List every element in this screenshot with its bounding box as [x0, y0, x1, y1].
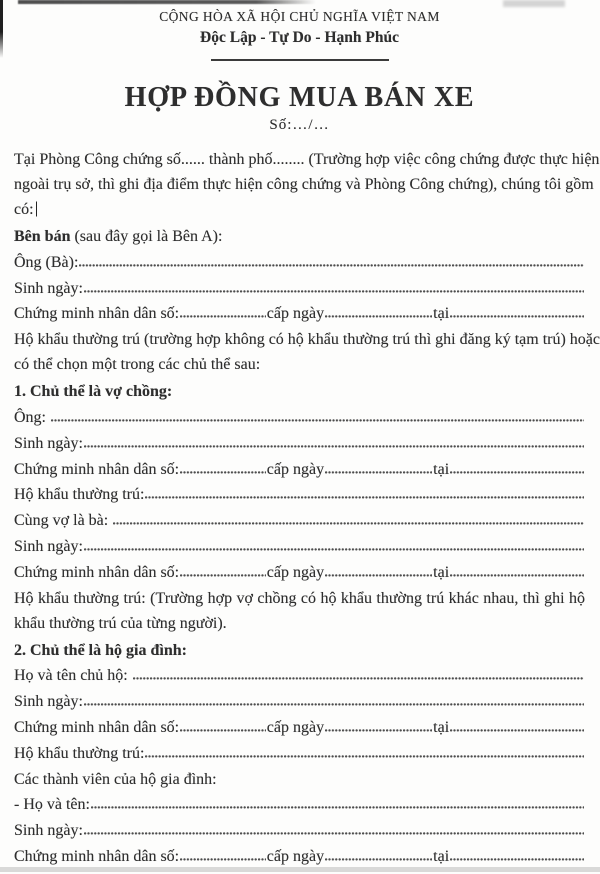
ho-khau-note-line-1: Hộ khẩu thường trú (trường hợp không có hộ khẩu thường trú thì ghi đăng ký tạm trú) hoặc — [14, 331, 600, 349]
intro-line-2: ngoài trụ sở, thì ghi địa điểm thực hiện công chứng và Phòng Công chứng), chúng tôi gồm — [14, 176, 594, 193]
field-label: Sinh ngày: — [14, 693, 83, 711]
field-sinh-ngay-chu-ho — [14, 689, 585, 715]
dotted-blank — [450, 468, 584, 474]
field-label: Chứng minh nhân dân số: — [14, 305, 180, 323]
field-ho-va-ten-member — [14, 792, 585, 818]
dotted-blank — [450, 571, 584, 577]
vo-chong-note-line-1: Hộ khẩu thường trú: (Trường hợp vợ chồng có hộ khẩu thường trú khác nhau, thì ghi hộ — [14, 589, 585, 607]
field-label: tại — [433, 563, 450, 581]
vo-chong-note-line-2: khẩu thường trú của từng người). — [14, 614, 227, 632]
field-label: Chứng minh nhân dân số: — [14, 718, 180, 736]
field-cmnd-a — [14, 301, 585, 327]
field-sinh-ngay-a — [14, 276, 585, 302]
field-sinh-ngay-wife — [14, 534, 585, 560]
field-label: cấp ngày — [266, 563, 325, 581]
contract-title: HỢP ĐỒNG MUA BÁN XE — [124, 82, 475, 113]
field-label: Chứng minh nhân dân số: — [14, 563, 180, 581]
dotted-blank — [113, 519, 584, 525]
dotted-blank — [84, 442, 584, 448]
field-cung-vo — [14, 508, 585, 534]
field-sinh-ngay-husband — [14, 431, 585, 457]
party-a-heading-bold: Bên bán — [14, 228, 71, 245]
vo-chong-note-paragraph — [14, 586, 585, 636]
text-cursor-icon — [36, 202, 38, 217]
header-divider — [211, 59, 389, 61]
dotted-blank — [450, 855, 584, 861]
field-label: Chứng minh nhân dân số: — [14, 847, 180, 865]
ho-khau-note-line-2: có thể chọn một trong các chủ thể sau: — [14, 356, 261, 374]
field-ho-khau-chu-ho — [14, 741, 585, 767]
dotted-blank — [51, 416, 584, 422]
dotted-blank — [180, 468, 266, 474]
members-heading: Các thành viên của hộ gia đình: — [14, 770, 217, 788]
field-label: tại — [433, 460, 450, 478]
section-1-heading: 1. Chủ thể là vợ chồng: — [14, 383, 173, 401]
field-label: tại — [433, 305, 450, 323]
party-a-heading-rest: (sau đây gọi là Bên A): — [70, 228, 223, 245]
field-ong-ba — [14, 250, 585, 276]
intro-line-3 — [14, 197, 585, 222]
field-label: Ông: — [14, 408, 50, 426]
dotted-blank — [325, 312, 432, 318]
section-2-heading: 2. Chủ thể là hộ gia đình: — [14, 641, 187, 659]
field-label: Cùng vợ là bà: — [14, 512, 113, 530]
dotted-blank — [450, 726, 584, 732]
intro-line-1: Tại Phòng Công chứng số...... thành phố........ (Trường hợp việc công chứng được thực hiện — [14, 151, 600, 168]
field-label: cấp ngày — [266, 718, 325, 736]
field-label: tại — [433, 718, 450, 736]
field-label: Ông (Bà): — [14, 253, 79, 271]
party-a-heading — [14, 224, 585, 250]
field-ho-khau-husband — [14, 482, 585, 508]
field-cmnd-member — [14, 844, 585, 870]
national-motto: Độc Lập - Tự Do - Hạnh Phúc — [200, 29, 399, 46]
national-header: CỘNG HÒA XÃ HỘI CHỦ NGHĨA VIỆT NAM — [159, 9, 440, 24]
intro-paragraph — [14, 147, 600, 222]
contract-number-line: Số:…/… — [269, 117, 330, 133]
ho-khau-note-paragraph — [14, 327, 600, 377]
field-label: tại — [433, 847, 450, 865]
intro-line-3-text: có: — [14, 201, 34, 218]
dotted-blank — [145, 493, 584, 499]
field-label: cấp ngày — [266, 847, 325, 865]
field-chu-ho — [14, 663, 585, 689]
dotted-blank — [325, 468, 432, 474]
dotted-blank — [180, 726, 266, 732]
dotted-blank — [450, 312, 584, 318]
field-cmnd-wife — [14, 560, 585, 586]
dotted-blank — [84, 287, 584, 293]
dotted-blank — [180, 855, 266, 861]
field-label: Họ và tên chủ hộ: — [14, 667, 132, 685]
dotted-blank — [133, 674, 584, 680]
dotted-blank — [325, 571, 432, 577]
field-label: Hộ khẩu thường trú: — [14, 744, 145, 762]
dotted-blank — [180, 312, 266, 318]
dotted-blank — [84, 700, 584, 706]
dotted-blank — [180, 571, 266, 577]
field-label: Hộ khẩu thường trú: — [14, 486, 145, 504]
field-label: Sinh ngày: — [14, 434, 83, 452]
dotted-blank — [79, 261, 584, 267]
field-ong — [14, 405, 585, 431]
dotted-blank — [84, 829, 584, 835]
dotted-blank — [325, 855, 432, 861]
dotted-blank — [84, 545, 584, 551]
field-label: Chứng minh nhân dân số: — [14, 460, 180, 478]
field-label: cấp ngày — [266, 305, 325, 323]
field-label: Sinh ngày: — [14, 537, 83, 555]
field-label: Sinh ngày: — [14, 279, 83, 297]
dotted-blank — [91, 803, 584, 809]
field-label: Sinh ngày: — [14, 822, 83, 840]
field-label: - Họ và tên: — [14, 796, 90, 814]
field-label: cấp ngày — [266, 460, 325, 478]
field-sinh-ngay-member — [14, 818, 585, 844]
field-cmnd-chu-ho — [14, 715, 585, 741]
dotted-blank — [145, 752, 584, 758]
field-cmnd-husband — [14, 457, 585, 483]
dotted-blank — [325, 726, 432, 732]
